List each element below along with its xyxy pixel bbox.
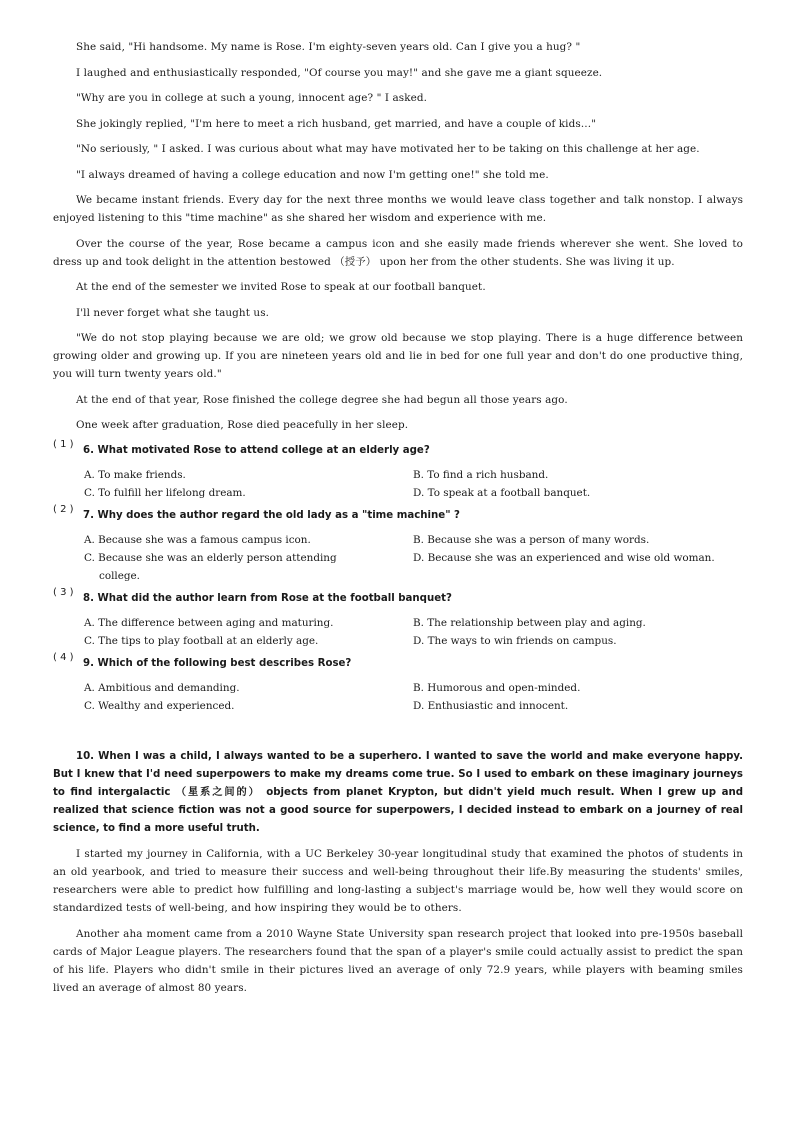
question-6 [53,438,743,502]
options [53,679,743,715]
option-a: A. Ambitious and demanding. [84,681,240,694]
paragraph: I started my journey in California, with a UC Berkeley 30-year longitudinal study that examined the photos of students in an old yearbook, and tried to measure their success and well-being throughout their life.By measuring the students' smiles, researchers were able to predict how fulfilling and long-lasting a subject's marriage would be, how well they would score on standardized tests of well-being, and how inspiring they would be to others. [53,848,743,914]
paragraph: We became instant friends. Every day for the next three months we would leave class together and talk nonstop. I always enjoyed listening to this "time machine" as she shared her wisdom and experience with me. [53,194,743,224]
passage-10-intro: 10. When I was a child, I always wanted to be a superhero. I wanted to save the world and make everyone happy. But I knew that I'd need superpowers to make my dreams come true. So I used to embark on these imaginary journeys to find intergalactic （星系之间的） objects from planet Krypton, but didn't yield much result. When I grew up and realized that science fiction was not a good source for superpowers, I decided instead to embark on a journey of real science, to find a more useful truth. [53,750,743,834]
paragraph: I'll never forget what she taught us. [76,306,270,319]
question-number: ( 3 ) [53,586,74,598]
option-d: D. To speak at a football banquet. [413,486,591,499]
paragraph: One week after graduation, Rose died peacefully in her sleep. [76,419,409,431]
option-b: B. To find a rich husband. [413,468,549,481]
question-number: ( 4 ) [53,651,74,663]
question-text: 8. What did the author learn from Rose at the football banquet? [83,592,452,604]
paragraph: At the end of that year, Rose finished the college degree she had begun all those years ago. [76,393,568,406]
option-c: C. Wealthy and experienced. [84,699,235,712]
paragraph: She said, "Hi handsome. My name is Rose. I'm eighty-seven years old. Can I give you a hug? " [76,41,581,53]
question-text: 6. What motivated Rose to attend college at an elderly age? [83,444,430,456]
paragraph: "Why are you in college at such a young, innocent age? " I asked. [76,92,428,104]
option-b: B. Humorous and open-minded. [413,681,581,694]
option-c: C. Because she was an elderly person attending college. [84,551,337,582]
question-number: ( 1 ) [53,438,74,450]
paragraph: I laughed and enthusiastically responded, "Of course you may!" and she gave me a giant squeeze. [76,66,603,79]
paragraph: She jokingly replied, "I'm here to meet a rich husband, get married, and have a couple of kids…" [76,117,597,130]
options [53,466,743,502]
section-gap [53,720,743,748]
option-d: D. The ways to win friends on campus. [413,634,617,647]
paragraph: "We do not stop playing because we are old; we grow old because we stop playing. There is a huge difference between growing older and growing up. If you are nineteen years old and lie in bed for one full year and don't do one productive thing, you will turn twenty years old." [53,332,743,380]
options [53,614,743,650]
paragraph: "No seriously, " I asked. I was curious about what may have motivated her to be taking on this challenge at her age. [76,143,700,155]
option-c: C. To fulfill her lifelong dream. [84,486,246,499]
question-8 [53,586,743,650]
paragraph: "I always dreamed of having a college education and now I'm getting one!" she told me. [76,168,549,181]
question-number: ( 2 ) [53,503,74,515]
option-a: A. The difference between aging and maturing. [84,616,334,629]
paragraph: Another aha moment came from a 2010 Wayne State University span research project that looked into pre-1950s baseball cards of Major League players. The researchers found that the span of a player's smile could actually assist to predict the span of his life. Players who didn't smile in their pictures lived an average of only 72.9 years, while players with beaming smiles lived an average of almost 80 years. [53,927,743,994]
question-9 [53,651,743,715]
question-text: 7. Why does the author regard the old lady as a "time machine" ? [83,509,460,521]
option-b: B. The relationship between play and aging. [413,616,646,629]
paragraph: At the end of the semester we invited Rose to speak at our football banquet. [76,281,486,293]
option-a: A. Because she was a famous campus icon. [84,533,311,546]
question-text: 9. Which of the following best describes Rose? [83,657,352,669]
option-c: C. The tips to play football at an elderly age. [84,634,319,647]
question-7 [53,503,743,585]
option-a: A. To make friends. [84,468,186,481]
paragraph: Over the course of the year, Rose became a campus icon and she easily made friends wherever she went. She loved to dress up and took delight in the attention bestowed （授予） upon her from the other students. She was living it up. [53,237,743,268]
option-b: B. Because she was a person of many words. [413,533,650,546]
options [53,531,743,585]
document-page [53,38,743,1004]
option-d: D. Because she was an experienced and wise old woman. [413,551,715,564]
option-d: D. Enthusiastic and innocent. [413,699,569,712]
